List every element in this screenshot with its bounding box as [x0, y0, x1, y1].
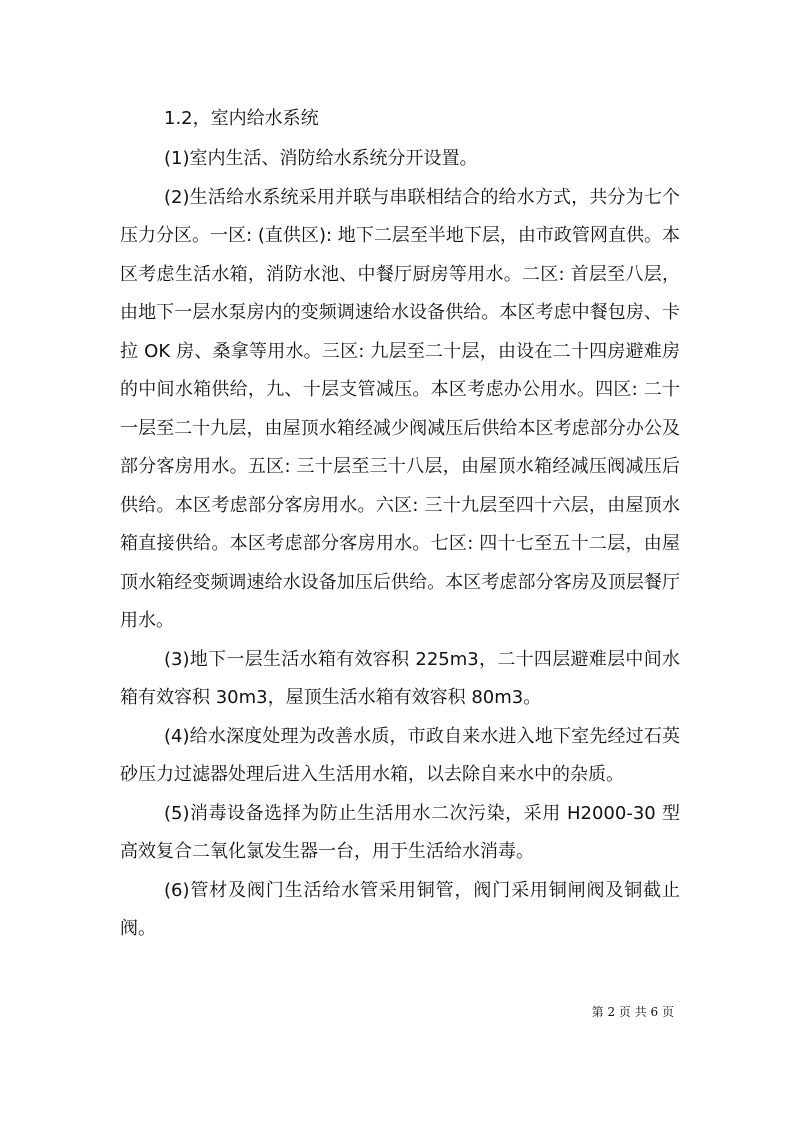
- paragraph-3: (3)地下一层生活水箱有效容积 225m3，二十四层避难层中间水箱有效容积 30m3，屋顶生活水箱有效容积 80m3。: [120, 648, 680, 708]
- paragraph-1: (1)室内生活、消防给水系统分开设置。: [164, 148, 478, 169]
- document-body: [120, 100, 680, 949]
- section-heading: 1.2，室内给水系统: [164, 108, 319, 129]
- paragraph-4: (4)给水深度处理为改善水质，市政自来水进入地下室先经过石英砂压力过滤器处理后进入生活用水箱，以去除自来水中的杂质。: [120, 725, 680, 785]
- paragraph-2: (2)生活给水系统采用并联与串联相结合的给水方式，共分为七个压力分区。一区: (直供区): 地下二层至半地下层，由市政管网直供。本区考虑生活水箱，消防水池、中餐厅厨房等用水。二区: 首层至八层，由地下一层水泵房内的变频调速给水设备供给。本区考虑中餐包房、卡拉 OK 房、桑拿等用水。三区: 九层至二十层，由设在二十四房避难房的中间水箱供给，九、十层支管减压。本区考虑办公用水。四区: 二十一层至二十九层，由屋顶水箱经减少阀减压后供给本区考虑部分办公及部分客房用水。五区: 三十层至三十八层，由屋顶水箱经减压阀减压后供给。本区考虑部分客房用水。六区: 三十九层至四十六层，由屋顶水箱直接供给。本区考虑部分客房用水。七区: 四十七至五十二层，由屋顶水箱经变频调速给水设备加压后供给。本区考虑部分客房及顶层餐厅用水。: [120, 186, 680, 631]
- paragraph-5: (5)消毒设备选择为防止生活用水二次污染，采用 H2000-30 型高效复合二氧化氯发生器一台，用于生活给水消毒。: [120, 802, 680, 862]
- paragraph-6: (6)管材及阀门生活给水管采用铜管，阀门采用铜闸阀及铜截止阀。: [120, 879, 680, 939]
- page-number-footer: 第 2 页 共 6 页: [591, 1005, 674, 1019]
